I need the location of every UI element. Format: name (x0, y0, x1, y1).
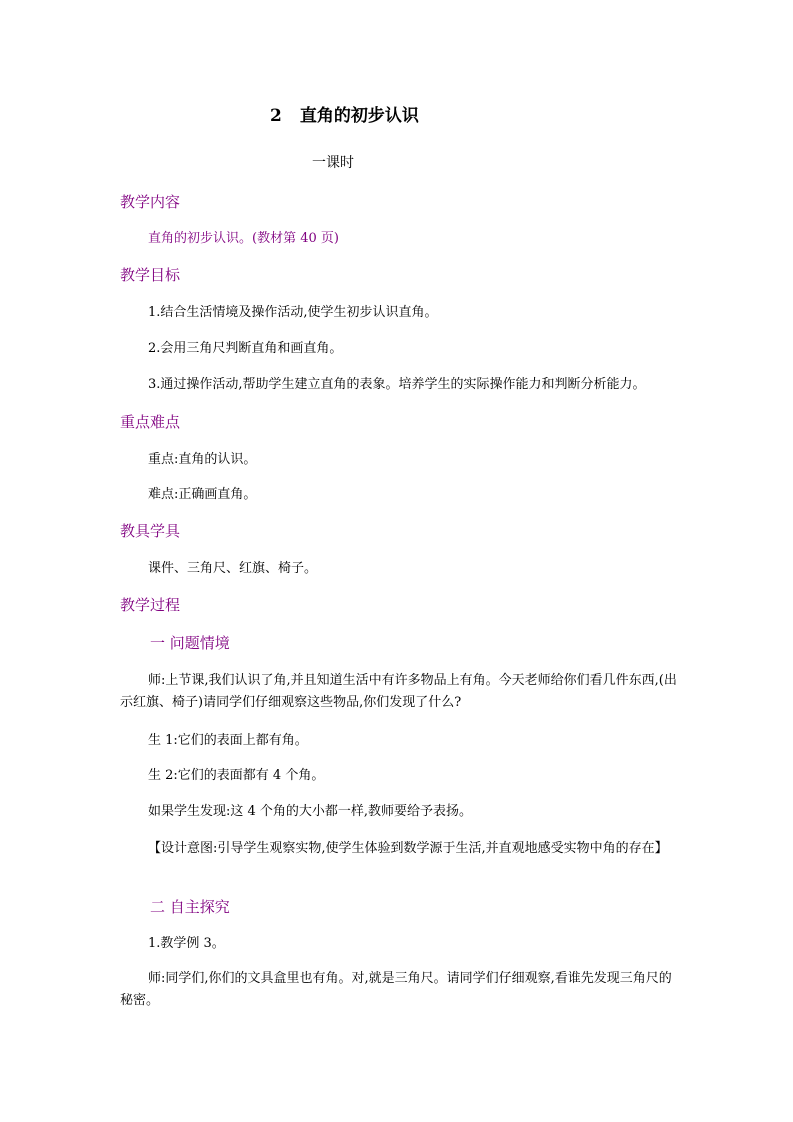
page-subtitle: 一课时 (312, 155, 354, 171)
step2-paragraph-1: 1.教学例 3。 (148, 936, 225, 951)
step1-paragraph-1: 师:上节课,我们认识了角,并且知道生活中有许多物品上有角。今天老师给你们看几件东西,(出示红旗、椅子)请同学们仔细观察这些物品,你们发现了什么? (120, 673, 677, 710)
section-heading-key: 重点难点 (120, 413, 181, 431)
goal-item-3: 3.通过操作活动,帮助学生建立直角的表象。培养学生的实际操作能力和判断分析能力。 (148, 377, 646, 392)
step1-paragraph-3: 生 2:它们的表面都有 4 个角。 (148, 768, 325, 783)
step-heading-1: 一 问题情境 (150, 634, 230, 652)
content-text: 直角的初步认识。(教材第 40 页) (148, 231, 339, 246)
step-heading-2: 二 自主探究 (150, 898, 230, 916)
title-number: 2 (270, 106, 282, 126)
key-point: 重点:直角的认识。 (148, 452, 257, 467)
step1-design-intent: 【设计意图:引导学生观察实物,使学生体验到数学源于生活,并直观地感受实物中角的存在】 (148, 841, 668, 856)
section-heading-process: 教学过程 (120, 596, 181, 614)
title-text: 直角的初步认识 (299, 106, 419, 126)
step2-paragraph-2: 师:同学们,你们的文具盒里也有角。对,就是三角尺。请同学们仔细观察,看谁先发现三角尺的秘密。 (120, 971, 672, 1008)
page-title (270, 108, 419, 125)
goal-item-1: 1.结合生活情境及操作活动,使学生初步认识直角。 (148, 305, 438, 320)
section-heading-content: 教学内容 (120, 193, 181, 211)
tools-text: 课件、三角尺、红旗、椅子。 (148, 561, 318, 576)
section-heading-goals: 教学目标 (120, 266, 181, 284)
step1-paragraph-4: 如果学生发现:这 4 个角的大小都一样,教师要给予表扬。 (148, 804, 473, 819)
difficult-point: 难点:正确画直角。 (148, 487, 257, 502)
step1-paragraph-2: 生 1:它们的表面上都有角。 (148, 733, 308, 748)
section-heading-tools: 教具学具 (120, 522, 181, 540)
goal-item-2: 2.会用三角尺判断直角和画直角。 (148, 341, 343, 356)
